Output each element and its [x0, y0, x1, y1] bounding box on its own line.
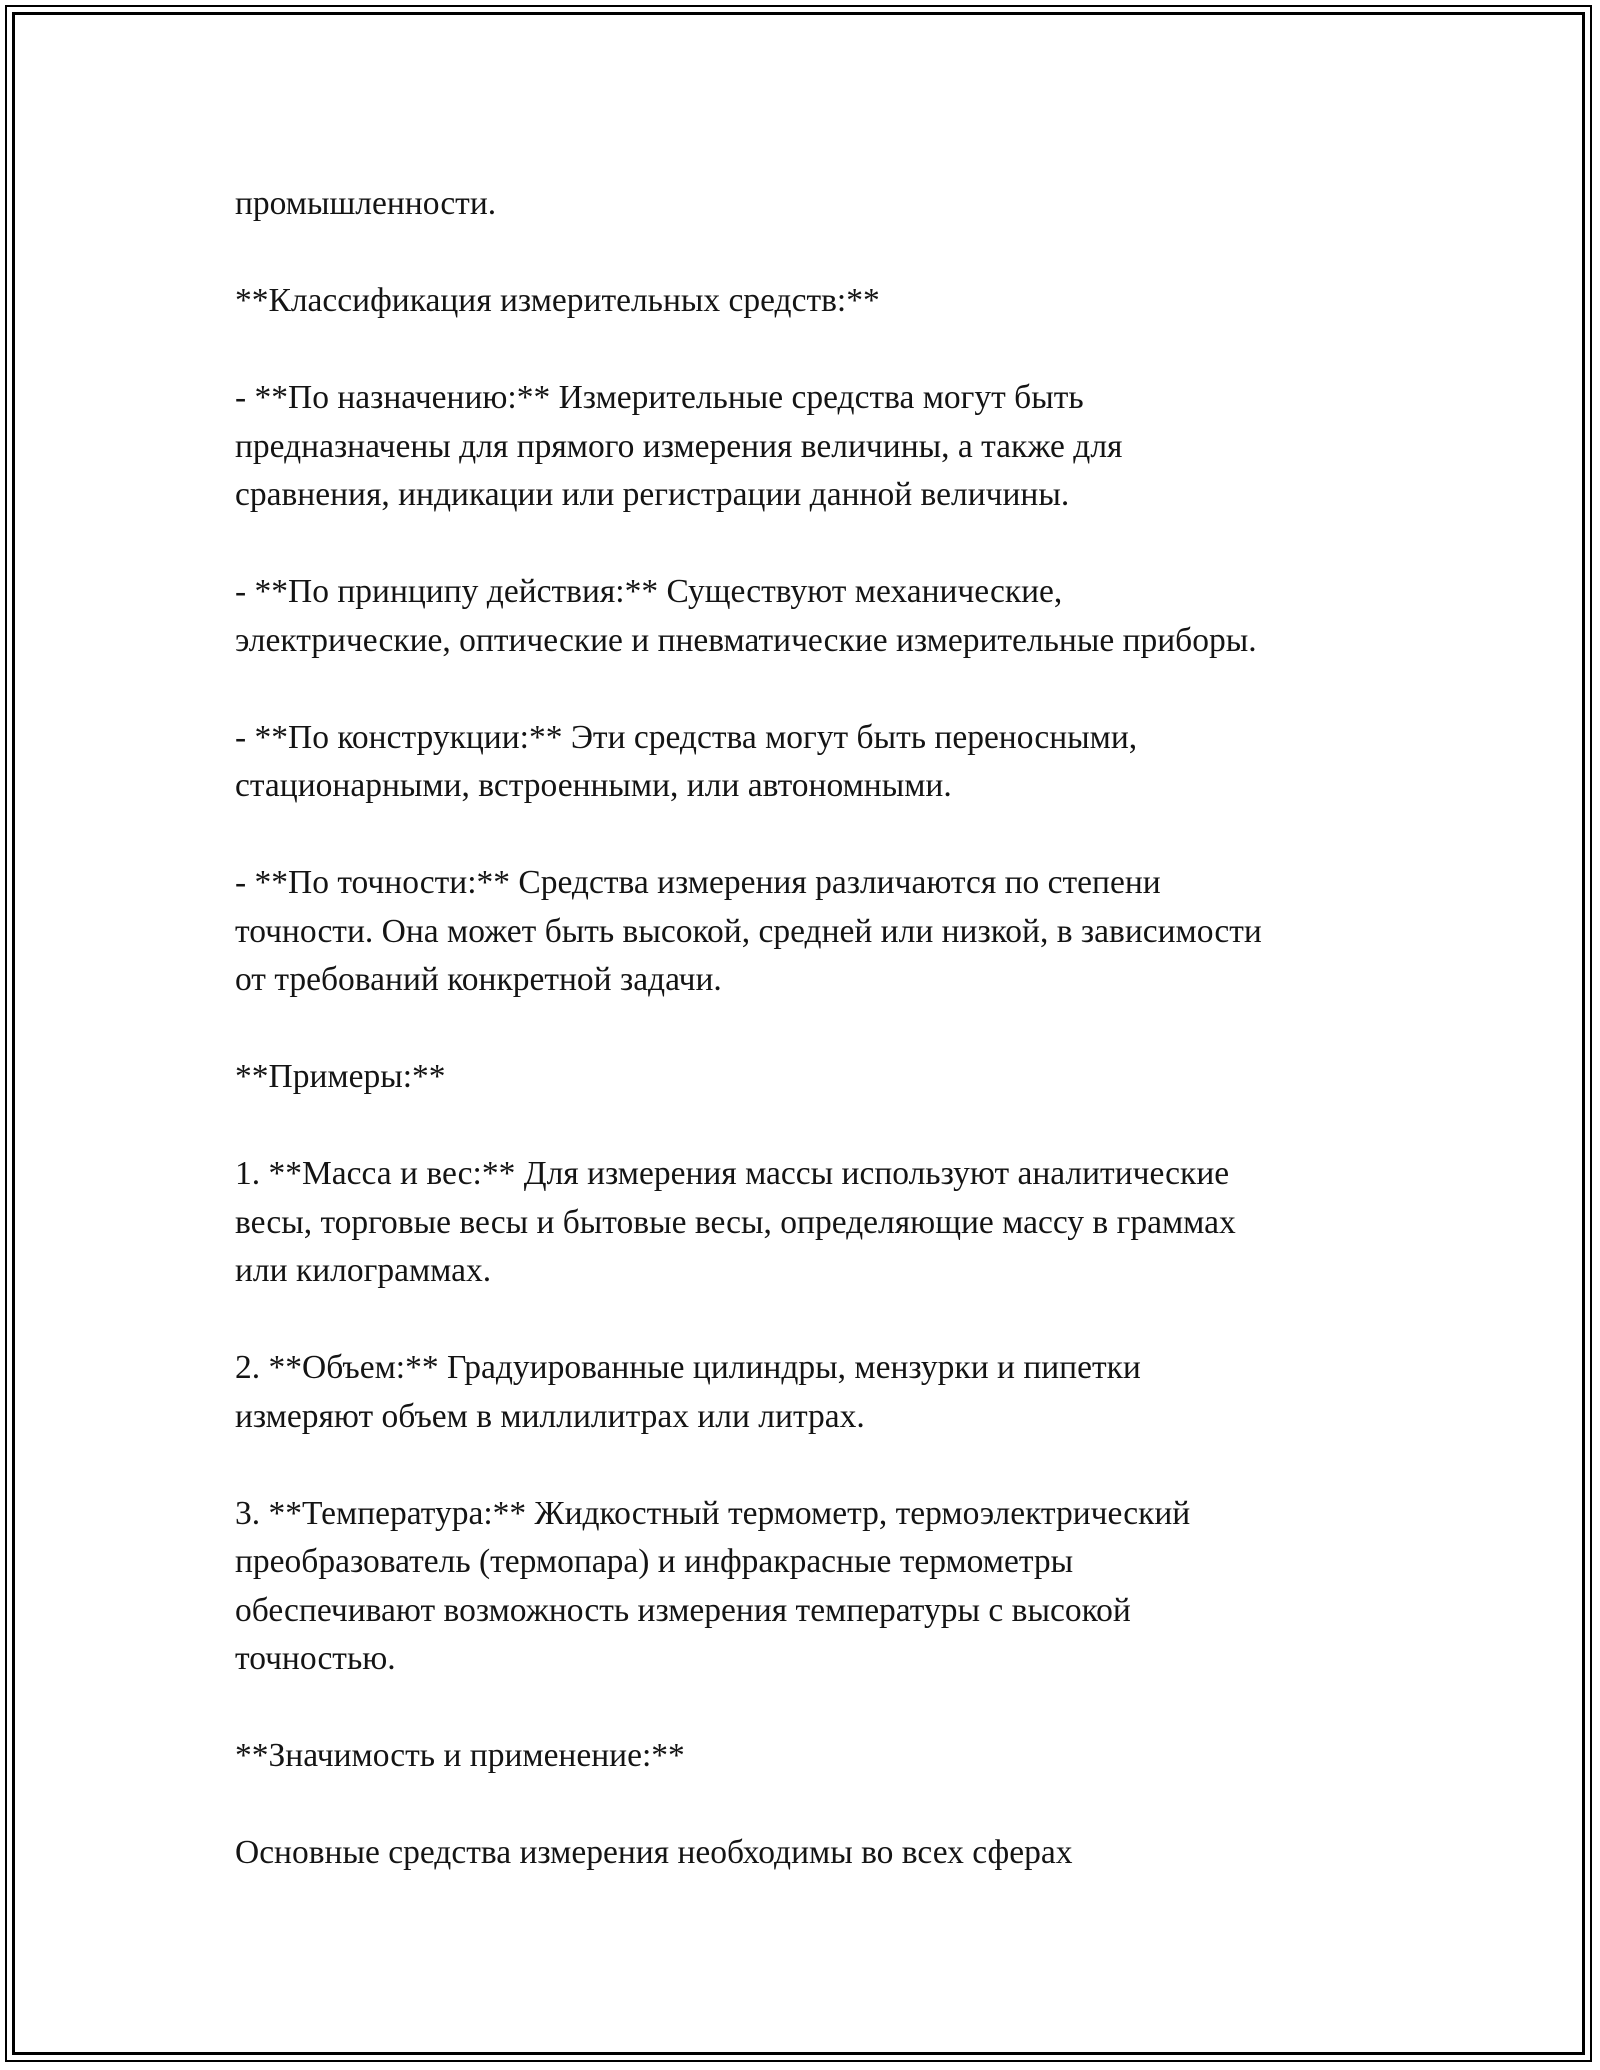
text-line: 3. **Температура:** Жидкостный термометр, термоэлектрический [235, 1494, 1191, 1532]
text-line: промышленности. [235, 185, 497, 222]
example-volume [235, 1344, 1415, 1441]
text-line: стационарными, встроенными, или автономными. [235, 767, 952, 804]
text-line: 1. **Масса и вес:** Для измерения массы используют аналитические [235, 1155, 1230, 1192]
text-line: - **По назначению:** Измерительные средства могут быть [235, 379, 1084, 416]
list-item-purpose [235, 374, 1415, 520]
heading-significance [235, 1732, 1415, 1781]
heading-examples [235, 1053, 1415, 1102]
list-item-construction [235, 714, 1415, 811]
text-line: или килограммах. [235, 1252, 492, 1289]
text-line: - **По принципу действия:** Существуют механические, [235, 573, 1063, 610]
text-line: точностью. [235, 1640, 396, 1677]
example-mass [235, 1150, 1415, 1296]
text-line: **Классификация измерительных средств:** [235, 282, 880, 319]
paragraph-significance [235, 1829, 1415, 1878]
text-line: измеряют объем в миллилитрах или литрах. [235, 1397, 865, 1435]
text-line: **Значимость и применение:** [235, 1737, 685, 1774]
text-line: **Примеры:** [235, 1058, 446, 1095]
heading-classification [235, 277, 1415, 326]
text-line: весы, торговые весы и бытовые весы, определяющие массу в граммах [235, 1203, 1236, 1241]
list-item-accuracy [235, 859, 1415, 1005]
text-line: точности. Она может быть высокой, средней или низкой, в зависимости [235, 912, 1262, 950]
text-line: от требований конкретной задачи. [235, 961, 722, 998]
text-line: предназначены для прямого измерения величины, а также для [235, 427, 1123, 465]
list-item-principle [235, 568, 1415, 665]
text-line: 2. **Объем:** Градуированные цилиндры, мензурки и пипетки [235, 1349, 1141, 1386]
text-line: сравнения, индикации или регистрации данной величины. [235, 476, 1070, 513]
text-line: - **По точности:** Средства измерения различаются по степени [235, 864, 1161, 901]
text-line: Основные средства измерения необходимы во всех сферах [235, 1834, 1073, 1871]
text-line: преобразователь (термопара) и инфракрасные термометры [235, 1543, 1074, 1580]
example-temperature [235, 1490, 1415, 1684]
text-line: электрические, оптические и пневматические измерительные приборы. [235, 621, 1257, 659]
text-line: обеспечивают возможность измерения температуры с высокой [235, 1591, 1131, 1629]
text-line: - **По конструкции:** Эти средства могут быть переносными, [235, 718, 1138, 756]
document-body [235, 180, 1415, 1926]
paragraph-intro-end [235, 180, 1415, 229]
